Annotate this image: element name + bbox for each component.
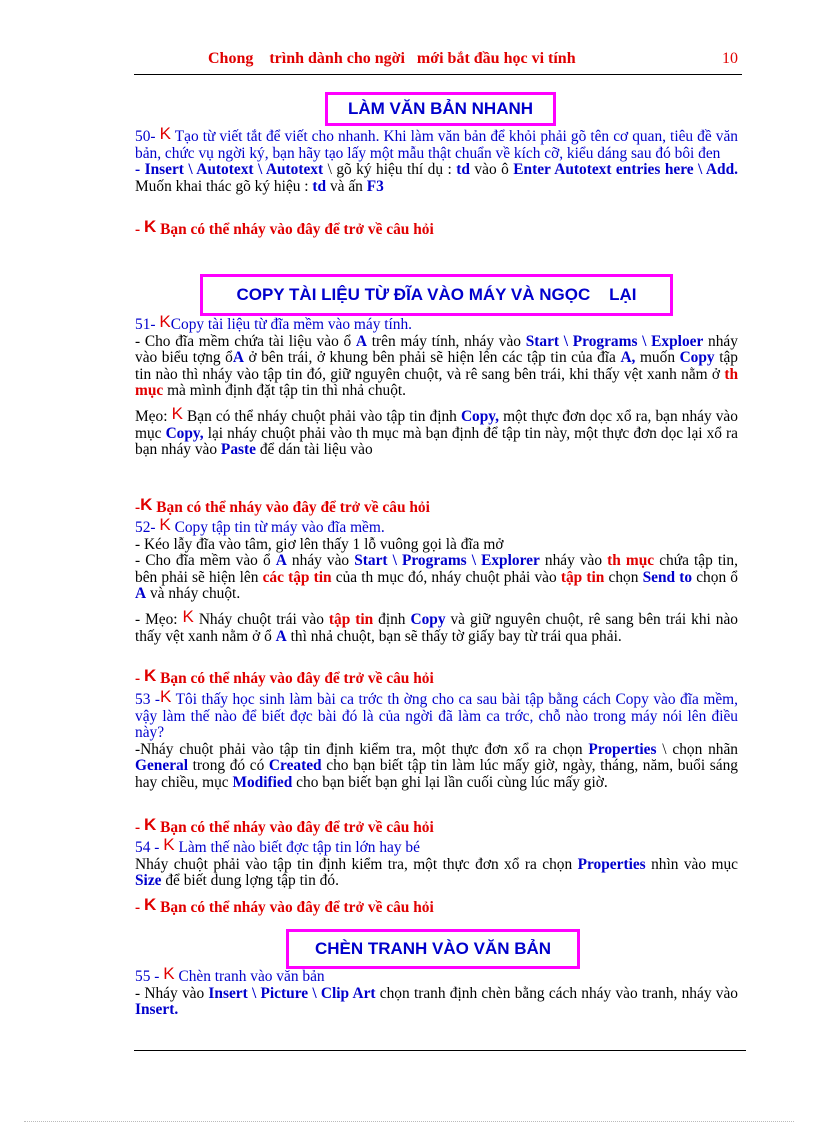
back-link-text: Bạn có thể nháy vào đây để trở về câu hỏi (160, 819, 434, 836)
q55-text: Chèn tranh vào văn bản (178, 968, 325, 985)
q55-number: 55 - (135, 968, 160, 985)
q52-t13: chọn ổ (696, 568, 738, 586)
link-icon[interactable]: K (159, 124, 171, 143)
q51-t7: ở bên trái, ở khung bên phải sẽ hiện lên các tập tin của đĩa (248, 349, 616, 367)
q53-t8: Modified (232, 773, 293, 791)
q50-text-5: và ấn (329, 177, 363, 195)
q52-t5: nháy vào (544, 552, 603, 570)
page-header (134, 48, 742, 75)
q51-text: Copy tài liệu từ đĩa mềm vào máy tính. (170, 316, 413, 333)
q51-tip-4: Copy, (165, 424, 204, 442)
back-to-question-link[interactable]: - K Bạn có thể nháy vào đây để trở về câu hỏi (135, 666, 434, 687)
q52-t8: các tập tin (262, 568, 332, 586)
q53-t1: -Nháy chuột phải vào tập tin định kiểm tra, một thực đơn xổ ra chọn (135, 740, 583, 758)
back-link-text: Bạn có thể nháy vào đây để trở về câu hỏi (160, 670, 434, 687)
link-icon[interactable]: K (159, 312, 171, 331)
q51-number: 51- (135, 316, 156, 333)
q50-text-4: Muốn khai thác gõ ký hiệu : (135, 177, 309, 195)
question-55 (135, 966, 738, 1019)
q52-t10: tập tin (560, 568, 605, 586)
q52-t14: A (135, 585, 147, 603)
q52-tip-2: tập tin (328, 610, 374, 628)
q55-t1: - Nháy vào (135, 984, 205, 1002)
question-50 (135, 126, 738, 195)
q54-t3: nhìn vào mục (651, 855, 738, 873)
back-to-question-link[interactable]: - K Bạn có thể nháy vào đây để trở về câu hỏi (135, 895, 434, 916)
q51-t11: tập tin nào thì nháy vào tập tin đó, giữ nguyên chuột, và rê sang bên trái, khi thấy vệt xanh nằm ở (135, 349, 738, 383)
q51-t13: mà mình định đặt tập tin thì nhả chuột. (167, 382, 407, 400)
q50-text-2: \ gõ ký hiệu thí dụ : (327, 161, 452, 179)
back-to-question-link[interactable]: - K Bạn có thể nháy vào đây để trở về câu hỏi (135, 815, 434, 836)
q53-t5: trong đó có (192, 757, 265, 775)
q52-tip-6: A (275, 627, 287, 645)
q52-t6: th mục (607, 552, 655, 570)
link-icon[interactable]: K (160, 687, 172, 706)
q54-t1: Nháy chuột phải vào tập tin định kiểm tra, một thực đơn xổ ra chọn (135, 855, 573, 873)
back-link-text: Bạn có thể nháy vào đây để trở về câu hỏi (160, 899, 434, 916)
q53-t4: General (135, 757, 188, 775)
question-53 (135, 689, 738, 792)
link-icon[interactable]: K (159, 515, 171, 534)
section-title-copy-files: COPY TÀI LIỆU TỪ ĐĨA VÀO MÁY VÀ NGỌC LẠI (200, 274, 673, 316)
q52-t1: - Cho đĩa mềm vào ổ (135, 552, 271, 570)
link-icon: K (143, 815, 157, 834)
q51-tip-label: Mẹo: (135, 407, 168, 425)
q52-t2: A (275, 552, 287, 570)
q52-t4: Start \ Programs \ Explorer (354, 552, 540, 570)
link-icon[interactable]: K (163, 964, 175, 983)
q52-tip-4: Copy (410, 610, 446, 628)
q50-abbrev-2: td (312, 177, 327, 195)
q50-field-name: Enter Autotext entries here \ Add. (513, 161, 739, 179)
page-edge (24, 1121, 794, 1122)
q52-t9: của th mục đó, nháy chuột phải vào (335, 568, 557, 586)
q51-t3: trên máy tính, nháy vào (371, 332, 521, 350)
q52-t7: chứa tập tin, bên phải sẽ hiện lên (135, 552, 738, 586)
section-title-fast-typing: LÀM VĂN BẢN NHANH (325, 92, 556, 126)
q51-t9: muốn (639, 349, 676, 367)
q51-t2: A (355, 332, 368, 350)
q51-t4: Start \ Programs \ Exploer (525, 332, 704, 350)
q50-abbrev: td (456, 161, 470, 179)
q55-t4: Insert. (135, 1001, 179, 1019)
link-icon: K (143, 217, 157, 236)
q53-number: 53 - (135, 691, 161, 708)
question-52 (135, 517, 738, 645)
link-icon[interactable]: K (182, 606, 194, 626)
q50-text-3: vào ô (474, 161, 509, 179)
link-icon[interactable]: K (171, 403, 183, 423)
question-54 (135, 837, 738, 890)
q52-text: Copy tập tin từ máy vào đĩa mềm. (174, 519, 385, 536)
q51-t8: A, (620, 349, 636, 367)
q52-t11: chọn (608, 568, 639, 586)
q51-t6: A (232, 349, 244, 367)
q51-t12: th mục (135, 365, 738, 400)
back-to-question-link[interactable]: - K Bạn có thể nháy vào đây để trở về câu hỏi (135, 217, 434, 238)
q52-number: 52- (135, 519, 156, 536)
link-icon: K (143, 895, 157, 914)
q52-t3: nháy vào (291, 552, 350, 570)
header-title: Chong trình dành cho ngời mới bắt đầu học vi tính (208, 50, 576, 67)
page-number: 10 (722, 50, 738, 67)
q55-t2: Insert \ Picture \ Clip Art (208, 984, 376, 1002)
q51-tip-6: Paste (220, 441, 256, 459)
q52-tip-5: và giữ nguyên chuột, rê sang bên trái khi nào thấy vệt xanh nằm ở ổ (135, 610, 738, 645)
q51-t10: Copy (679, 349, 715, 367)
q52-tip-3: định (378, 610, 406, 628)
q54-text: Làm thế nào biết đợc tập tin lớn hay bé (178, 839, 420, 856)
q51-tip-5: lại nháy chuột phải vào th mục mà bạn định để tập tin này, một thực đơn dọc lại xổ ra bạn nháy vào (135, 424, 738, 459)
q51-tip-7: để dán tài liệu vào (259, 441, 373, 459)
link-icon: K (143, 666, 157, 685)
q53-text: Tôi thấy học sinh làm bài ca trớc th ờng cho ca sau bài tập bằng cách Copy vào đĩa mềm, vậy làm thế nào để biết đợc bài đó là của ngời đã làm ca trớc, chỗ nào trong máy nói lên điều này? (135, 691, 738, 742)
q52-t12: Send to (642, 568, 693, 586)
q50-number: 50- (135, 128, 156, 145)
q50-text: Tạo từ viết tắt để viết cho nhanh. Khi làm văn bản để khỏi phải gõ tên cơ quan, tiêu đề văn bản, chức vụ ngời ký, bạn hãy tạo lấy một mẫu thật chuẩn về kích cỡ, kiểu dáng sau đó bôi đen (135, 128, 738, 162)
link-icon[interactable]: K (163, 835, 175, 854)
question-51 (135, 314, 738, 459)
q52-line-1: - Kéo lẫy đĩa vào tâm, giơ lên thấy 1 lỗ vuông gọi là đĩa mở (135, 535, 504, 553)
q54-t2: Properties (577, 855, 646, 873)
q51-t5: nháy vào biểu tợng ổ (135, 332, 738, 367)
q51-tip-3: một thực đơn dọc xổ ra, bạn nháy vào mục (135, 407, 738, 442)
q55-t3: chọn tranh định chèn bằng cách nháy vào tranh, nháy vào (379, 984, 738, 1002)
q50-key: F3 (366, 177, 384, 195)
q52-tip-7: thì nhả chuột, bạn sẽ thấy tờ giấy bay từ trái qua phải. (290, 627, 622, 645)
q54-t4: Size (135, 872, 162, 890)
q53-t2: Properties (588, 740, 657, 758)
q50-menu-path: - Insert \ Autotext \ Autotext (135, 161, 324, 179)
q54-number: 54 - (135, 839, 160, 856)
back-link-text: Bạn có thể nháy vào đây để trở về câu hỏi (156, 499, 430, 516)
q54-t5: để biết dung lợng tập tin đó. (165, 872, 339, 890)
q53-t7: cho bạn biết tập tin làm lúc mấy giờ, ngày, tháng, năm, buổi sáng hay chiều, mục (135, 757, 738, 791)
q53-t9: cho bạn biết bạn ghi lại lần cuối cùng lúc mấy giờ. (296, 773, 608, 791)
back-to-question-link[interactable]: -K Bạn có thể nháy vào đây để trở về câu hỏi (135, 495, 430, 516)
q52-tip-label: - Mẹo: (135, 610, 178, 628)
q51-tip-2: Copy, (460, 407, 500, 425)
link-icon: K (140, 495, 153, 514)
back-link-text: Bạn có thể nháy vào đây để trở về câu hỏi (160, 221, 434, 238)
q53-t3: \ chọn nhãn (662, 740, 738, 758)
footer-divider (134, 1050, 746, 1051)
q51-tip-1: Bạn có thể nháy chuột phải vào tập tin định (186, 407, 457, 425)
section-title-insert-picture: CHÈN TRANH VÀO VĂN BẢN (286, 929, 580, 969)
q51-t1: - Cho đĩa mềm chứa tài liệu vào ổ (135, 332, 352, 350)
q53-t6: Created (268, 757, 322, 775)
q52-tip-1: Nháy chuột trái vào (198, 610, 324, 628)
q52-t15: và nháy chuột. (149, 585, 241, 603)
